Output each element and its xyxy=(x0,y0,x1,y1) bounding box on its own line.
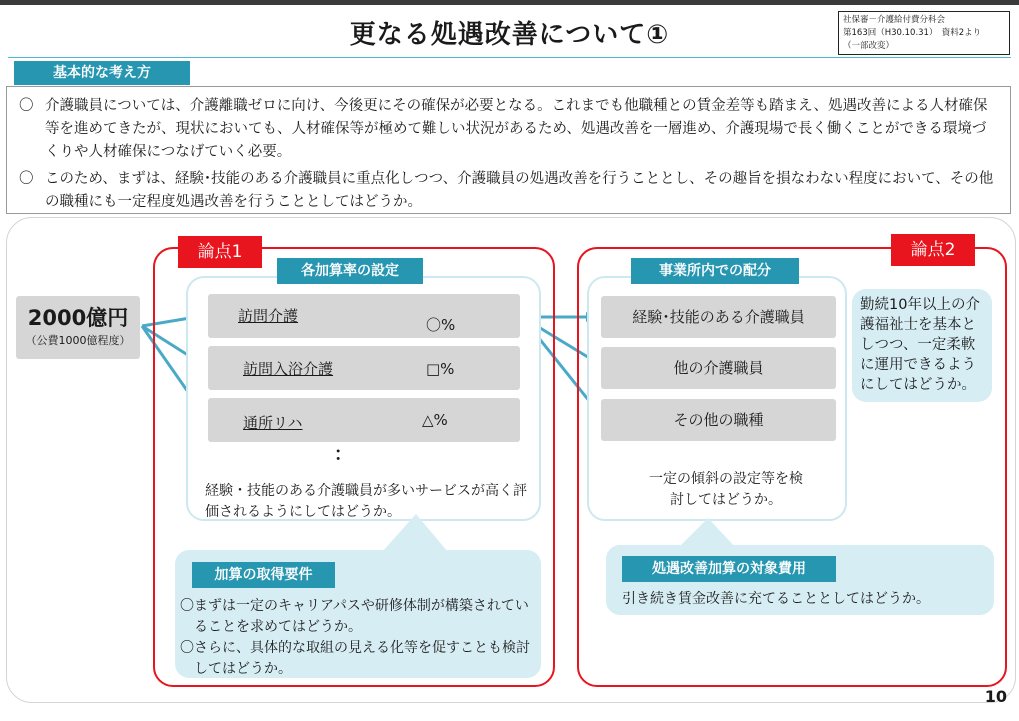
rate-setting-title: 各加算率の設定 xyxy=(277,258,423,284)
source-line: （一部改変） xyxy=(843,41,895,51)
requirements-title: 加算の取得要件 xyxy=(192,562,335,588)
service-name: 訪問入浴介護 xyxy=(243,360,334,378)
callout-pointer xyxy=(380,512,450,554)
allocation-row: 他の介護職員 xyxy=(601,347,836,389)
target-cost-text: 引き続き賃金改善に充てることとしてはどうか。 xyxy=(622,591,930,607)
allocation-row: その他の職種 xyxy=(601,399,836,441)
requirement-item xyxy=(180,596,532,638)
basic-concept-label: 基本的な考え方 xyxy=(14,61,190,85)
budget-note: （公費1000億程度） xyxy=(25,334,131,347)
target-cost-title: 処遇改善加算の対象費用 xyxy=(622,556,836,582)
issue2-label: 論点2 xyxy=(891,234,975,266)
service-row xyxy=(208,346,520,390)
requirement-mark: 〇 xyxy=(180,640,194,656)
page-title: 更なる処遇改善について① xyxy=(349,20,670,50)
ellipsis-mark: ： xyxy=(334,444,352,465)
allocation-callout: 勤続10年以上の介護福祉士を基本としつつ、一定柔軟に運用できるようにしてはどうか。 xyxy=(852,289,992,402)
page-number: 10 xyxy=(984,687,1007,706)
budget-amount: 2000億円 xyxy=(27,306,129,330)
service-rate: □% xyxy=(426,360,455,378)
service-row xyxy=(208,398,520,442)
bullet-mark: 〇 xyxy=(19,98,34,114)
allocation-note: 一定の傾斜の設定等を検討してはどうか。 xyxy=(649,471,803,508)
service-rate: △% xyxy=(422,411,448,429)
requirement-mark: 〇 xyxy=(180,598,194,614)
allocation-row: 経験･技能のある介護職員 xyxy=(601,296,836,338)
requirements-list xyxy=(180,596,532,680)
service-rate: 〇% xyxy=(426,316,456,334)
requirement-text: まずは一定のキャリアパスや研修体制が構築されていることを求めてはどうか。 xyxy=(194,598,529,635)
bullet-text: このため、まずは、経験･技能のある介護職員に重点化しつつ、介護職員の処遇改善を行うこととし、その趣旨を損なわない程度において、その他の職種にも一定程度処遇改善を行うこととしてはどうか。 xyxy=(45,171,994,210)
bullet-mark: 〇 xyxy=(19,171,34,187)
service-name: 訪問介護 xyxy=(238,307,299,325)
issue1-label: 論点1 xyxy=(178,236,262,268)
bullet-text: 介護職員については、介護離職ゼロに向け、今後更にその確保が必要となる。これまでも他職種との賃金差等も踏まえ、処遇改善による人材確保等を進めてきたが、現状においても、人材確保等が極めて難しい状況があるため、処遇改善を一層進め、介護現場で長く働くことができる環境づくりや人材確保につなげていく必要。 xyxy=(45,98,988,160)
requirement-text: さらに、具体的な取組の見える化等を促すことも検討してはどうか。 xyxy=(194,640,530,677)
requirement-item xyxy=(180,638,532,680)
source-line: 第163回（H30.10.31） 資料2より xyxy=(843,28,982,38)
service-row xyxy=(208,294,520,338)
budget-box xyxy=(16,296,140,359)
rate-setting-note: 経験・技能のある介護職員が多いサービスが高く評価されるようにしてはどうか。 xyxy=(205,483,527,520)
source-line: 社保審－介護給付費分科会 xyxy=(843,15,946,25)
service-name: 通所リハ xyxy=(243,414,303,432)
allocation-title: 事業所内での配分 xyxy=(631,258,799,284)
